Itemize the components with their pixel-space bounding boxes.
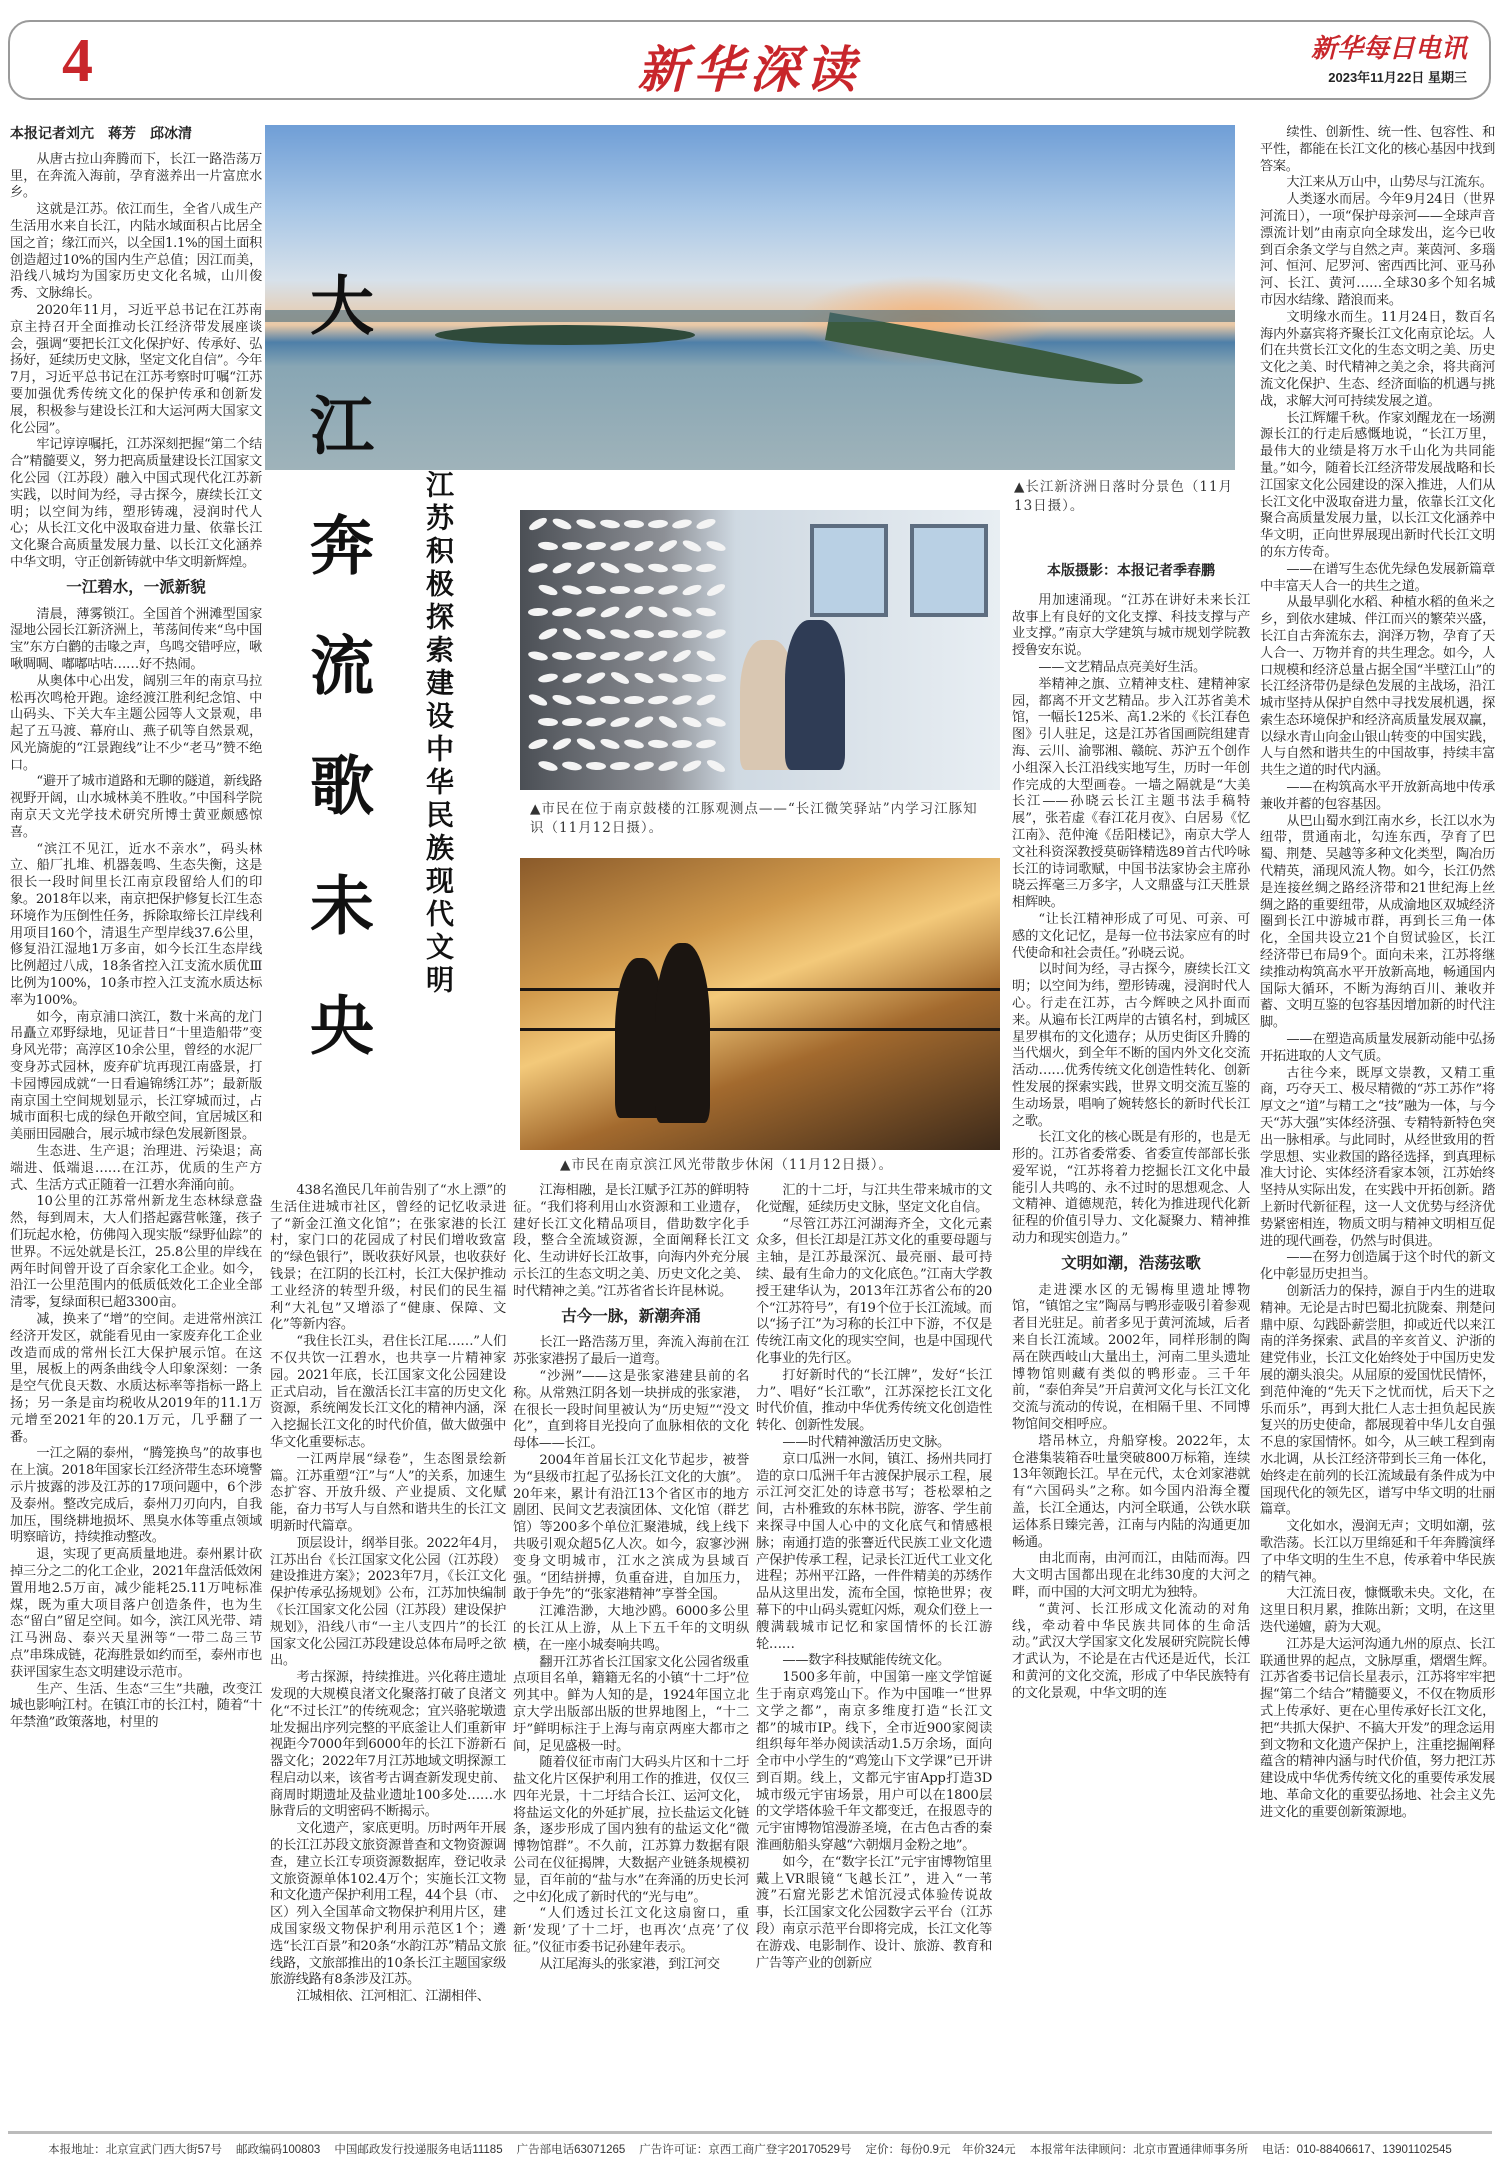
paragraph: 从唐古拉山奔腾而下，长江一路浩荡万里，在奔流入海前，孕育滋养出一片富庶水乡。 <box>10 151 262 201</box>
fish-sculpture <box>551 736 572 752</box>
fish-sculpture <box>576 652 596 661</box>
fish-sculpture <box>599 604 621 619</box>
child-figure <box>785 620 845 770</box>
fish-sculpture <box>586 585 607 595</box>
fish-sculpture <box>586 761 606 770</box>
fish-sculpture <box>672 564 692 573</box>
footer-item: 广告许可证：京西工商广登字20170529号 <box>639 2144 852 2156</box>
fish-sculpture <box>585 627 607 642</box>
paragraph: ——在谱写生态优先绿色发展新篇章中丰富天人合一的共生之道。 <box>1260 561 1495 594</box>
fish-sculpture <box>585 716 606 728</box>
paragraph: 江海相融，是长江赋予江苏的鲜明特征。“我们将利用山水资源和工业遗存，建好长江文化精品项目，借助数字化手段，整合全流域资源，全面阐释长江文化、生动讲好长江故事，向海内外充分展示长江的生态文明之美、历史文化之美、时代精神之美。”江苏省省长许昆林说。 <box>513 1183 749 1299</box>
fish-sculpture <box>599 650 620 661</box>
wall-picture <box>810 524 888 617</box>
fish-sculpture <box>538 717 558 726</box>
fish-sculpture <box>671 605 692 618</box>
paragraph: 长江辉耀千秋。作家刘醒龙在一场溯源长江的行走后感慨地说，“长江万里，最伟大的业绩是将万水千山化为共同能量。”如今，随着长江经济带发展战略和长江国家文化公园建设的深入推进，人们从长江文化中汲取奋进力量，依靠长江文化聚合高质量发展力量，以长江文化涵养中华文明，正向世界展现出新时代长江文明的东方传奇。 <box>1260 410 1495 560</box>
column-lower-b <box>513 1183 749 1974</box>
paragraph: ——数字科技赋能传统文化。 <box>782 1653 950 1669</box>
paragraph: 从最早驯化水稻、种植水稻的鱼米之乡，到依水建城、伴江而兴的繁荣兴盛，长江自古奔流东去，润泽万物，孕育了天人合一、万物并育的共生理念。如今，人口规模和经济总量占据全国“半壁江山”的长江经济带仍是绿色发展的主战场，沿江城市坚持从保护自然中寻找发展机遇，探索生态环境保护和经济高质量发展双赢，以绿水青山向金山银山转变的中国实践，人与自然和谐共生的中国故事，持续丰富共生之道的时代内涵。 <box>1260 595 1495 779</box>
fish-sculpture <box>538 541 559 551</box>
fish-sculpture <box>586 541 607 551</box>
paragraph: “黄河、长江形成文化流动的对角线，牵动着中华民族共同体的生命活动。”武汉大学国家文化发展研究院院长傅才武认为，不论是在古代还是近代，长江和黄河的文化交流，形成了中华民族特有的文化景观，中华文明的连 <box>1012 1601 1250 1701</box>
paragraph: 2004年首届长江文化节起步，被誉为“县级市扛起了弘扬长江文化的大旗”。20年来，累计有沿江13个省区市的地方剧团、民间文艺表演团体、文化馆（群艺馆）等200多个单位汇聚港城，线上线下共吸引观众超5亿人次。如今，寂寥沙洲变身文明城市，江水之滨成为县域百强。“团结拼搏，负重奋进，自加压力，敢于争先”的“张家港精神”享誉全国。 <box>513 1452 749 1603</box>
paragraph: 江滩浩渺，大地沙鸥。6000多公里的长江从上游，从上下五千年的文明纵横，在一座小城奏响共鸣。 <box>513 1604 749 1653</box>
paragraph: 这就是江苏。依江而生，全省八成生产生活用水来自长江，内陆水域面积占比居全国之首；缘江而兴，以全国1.1%的国土面积创造超过10%的国内生产总值；因江而美，沿线八城均为国家历史文化名城，山川俊秀、文脉绵长。 <box>10 202 262 302</box>
footer-item: 邮政编码100803 <box>235 2144 321 2156</box>
fish-sculpture <box>610 761 631 770</box>
fish-sculpture <box>648 519 669 529</box>
newspaper-logo: 新华每日电讯 <box>1310 34 1467 64</box>
paragraph: “让长江精神形成了可见、可亲、可感的文化记忆，是每一位书法家应有的时代使命和社会责任。”孙晓云说。 <box>1012 911 1250 961</box>
fish-sculpture <box>562 542 582 550</box>
fish-sculpture <box>609 540 630 553</box>
fish-sculpture <box>624 520 644 529</box>
paragraph: 长江文化的核心既是有形的，也是无形的。江苏省委常委、省委宣传部部长张爱军说，“江苏将着力挖掘长江文化中最能引人共鸣的、永不过时的思想观念、人文精神、道德规范，转化为推进现代化新征程的价值引导力、文化凝聚力、精神推动力和现实创造力。” <box>1012 1130 1250 1247</box>
column-right-middle <box>1012 558 1250 1703</box>
fish-sculpture <box>575 736 596 752</box>
fish-sculpture <box>647 648 669 663</box>
paragraph: 一江两岸展“绿卷”，生态图景绘新篇。江苏重塑“江”与“人”的关系，加速生态扩容、开放升级、产业提质、文化赋能，奋力书写人与自然和谐共生的长江文明新时代篇章。 <box>270 1451 506 1534</box>
section-heading: 古今一脉，新潮奔涌 <box>561 1307 701 1325</box>
paragraph: “人们透过长江文化这扇窗口，重新‘发现’了十二圩，也再次‘点亮’了仪征。”仪征市委书记孙建年表示。 <box>513 1906 749 1956</box>
paragraph: 江苏是大运河沟通九州的原点、长江联通世界的起点，文脉厚重，熠熠生辉。江苏省委书记信长星表示，江苏将牢牢把握“第二个结合”精髓要义，不仅在物质形式上传承好、更在心里传承好长江文化，把“共抓大保护、不搞大开发”的理念运用到文物和文化遗产保护上，注重挖掘阐释蕴含的精神内涵与时代价值，努力把江苏建设成中华优秀传统文化的重要传承发展地、革命文化的重要弘扬地、社会主义先进文化的重要创新策源地。 <box>1260 1636 1495 1820</box>
fish-sculpture <box>575 694 596 706</box>
paragraph: ——时代精神激活历史文脉。 <box>782 1434 950 1450</box>
fish-sculpture <box>671 648 692 665</box>
fish-sculpture <box>599 518 620 529</box>
fish-sculpture <box>681 583 703 598</box>
fish-sculpture <box>634 629 655 639</box>
paragraph: “避开了城市道路和无聊的隧道，新线路视野开阔，山水城林美不胜收。”中国科学院南京天文光学技术研究所博士黄亚颇感惊喜。 <box>10 774 262 840</box>
fish-sculpture <box>696 563 717 573</box>
railing <box>520 1028 1000 1031</box>
fish-sculpture <box>551 560 573 575</box>
paragraph: 塔吊林立，舟船穿梭。2022年，太仓港集装箱吞吐量突破800万标箱，连续13年领跑长江。早在元代，太仓刘家港就有“六国码头”之称。如今国内沿海全覆盖，长江全通达，内河全联通，公铁水联运体系日臻完善，江南与内陆的沟通更加畅通。 <box>1012 1433 1250 1550</box>
fish-sculpture <box>634 585 655 595</box>
paragraph: 清晨，薄雾锁江。全国首个洲滩型国家湿地公园长江新济洲上，苇荡间传来“鸟中国宝”东方白鹳的击喙之声，鸟鸣交错呼应，啾啾啁啁、嘟嘟咕咕……好不热闹。 <box>10 606 262 672</box>
paragraph: 牢记谆谆嘱托，江苏深刻把握“第二个结合”精髓要义，努力把高质量建设长江国家文化公园（江苏段）融入中国式现代化江苏新实践，以时间为经，寻古探今，赓续长江文明；以空间为纬，塑形铸魂，浸润时代人心；从长江文化中汲取奋进力量、依靠长江文化聚合高质量发展力量、以长江文化涵养中华文明，守正创新铸就中华文明新辉煌。 <box>10 437 262 570</box>
photo-credit: 本版摄影：本报记者季春鹏 <box>1047 562 1215 578</box>
fish-sculpture <box>705 628 726 641</box>
photo-finless-porpoise-station <box>520 510 1000 790</box>
paragraph: 人类逐水而居。今年9月24日（世界河流日），一项“保护母亲河——全球声音漂流计划”由南京向全球发出，迄今已收到百余条文学与自然之声。莱茵河、多瑙河、恒河、尼罗河、密西西比河、亚马孙河、长江、黄河……全球30多个知名城市因水结缘、踏浪而来。 <box>1260 192 1495 308</box>
fish-sculpture <box>681 538 703 554</box>
fish-sculpture <box>681 715 703 730</box>
fish-sculpture <box>527 737 549 751</box>
fish-sculpture <box>551 693 573 707</box>
fish-sculpture <box>561 671 582 685</box>
article-subtitle: 江苏积极探索建设中华民族现代文明 <box>422 470 455 998</box>
fish-sculpture <box>527 692 548 708</box>
paragraph: 退，实现了更高质量地进。泰州累计砍掉三分之二的化工企业，2021年盘活低效闲置用地2.5万亩，减少能耗25.11万吨标准煤，既为重大项目落户创造条件，也为生态“留白”留足空间。如今，滨江风光带、靖江马洲岛、泰兴天星洲等“一带二岛三节点”串珠成链，花海胜景如约而至，泰州市也获评国家生态文明建设示范市。 <box>10 1547 262 1680</box>
photo-caption-main: ▲长江新济洲日落时分景色（11月13日摄）。 <box>1014 479 1234 514</box>
paragraph: 大江来从万山中，山势尽与江流东。 <box>1286 175 1493 191</box>
fish-sculpture <box>657 714 678 730</box>
section-heading: 一江碧水，一派新貌 <box>66 578 206 596</box>
fish-sculpture <box>647 694 668 705</box>
paragraph: 438名渔民几年前告别了“水上漂”的生活住进城市社区，曾经的记忆收录进了“新金江渔文化馆”；在张家港的长江村，家门口的花园成了村民们增收致富的“绿色银行”，既收获好风景，也收获好钱景；在江阴的长江村，长江大保护推动工业经济的转型升级，村民们的民生福利“大礼包”又增添了“健康、保障、文化”等新内容。 <box>270 1183 506 1333</box>
fish-sculpture <box>527 650 548 662</box>
railing <box>520 988 1000 991</box>
fish-sculpture <box>528 608 548 617</box>
fish-sculpture <box>537 583 559 598</box>
paragraph: 京口瓜洲一水间，镇江、扬州共同打造的京口瓜洲千年古渡保护展示工程，展示江河交汇处的诗意书写；苍松翠柏之间，古朴雅致的东林书院，游客、学生前来探寻中国人心中的文化底气和情感根脉；南通打造的张謇近代民族工业文化遗产保护传承工程，记录长江近代工业文化进程；苏州平江路，一件件精美的苏绣作品从这里出发，流布全国，惊艳世界；夜幕下的中山码头霓虹闪烁，观众们登上一艘满载城市记忆和家国情怀的长江游轮…… <box>756 1451 992 1652</box>
section-heading: 文明如潮，浩荡弦歌 <box>1061 1254 1201 1272</box>
footer-item: 定价：每份0.9元 年价324元 <box>865 2144 1016 2156</box>
page-header <box>8 20 1491 100</box>
paragraph: 举精神之旗、立精神支柱、建精神家园，都离不开文艺精品。步入江苏省美术馆，一幅长125米、高1.2米的《长江春色图》引人驻足，这是江苏省国画院组建青海、云川、渝鄂湘、赣皖、苏沪五个创作小组深入长江沿线实地写生，历时一年创作完成的大型画卷。一墙之隔就是“大美长江——孙晓云长江主题书法手稿特展”，张若虚《春江花月夜》、白居易《忆江南》、范仲淹《岳阳楼记》，南京大学人文社科资深教授莫砺锋精选89首古代吟咏长江的诗词歌赋，中国书法家协会主席孙晓云挥毫三万多字，人文鼎盛与江天胜景相辉映。 <box>1012 676 1250 911</box>
fish-sculpture <box>705 716 726 729</box>
paragraph: 如今，在“数字长江”元宇宙博物馆里戴上VR眼镜“飞越长江”，进入“一苇渡”石窟光影艺术馆沉浸式体验传说故事，长江国家文化公园数字云平台（江苏段）南京示范平台即将完成，长江文化等在游戏、电影制作、设计、旅游、教育和广告等产业的创新应 <box>756 1854 992 1971</box>
issue-date: 2023年11月22日 星期三 <box>1328 70 1467 85</box>
paragraph: 古往今来，既厚文崇教，又精工重商，巧夺天工、极尽精微的“苏工苏作”将厚文之“道”与精工之“技”融为一体，与今天“苏大强”实体经济强、专精特新特色突出一脉相承。与此同时，从经世致用的哲学思想、实业救国的路径选择，到真理标准大讨论、实体经济看家本领，江苏始终坚持从实际出发，在实践中开拓创新。踏上新时代新征程，这一人文优势与经济优势紧密相连，物质文明与精神文明相互促进的现代画卷，仍然与时俱进。 <box>1260 1065 1495 1249</box>
paragraph: 打好新时代的“长江牌”，发好“长江力”、唱好“长江歌”，江苏深挖长江文化时代价值，推动中华优秀传统文化创造性转化、创新性发展。 <box>756 1367 992 1434</box>
fish-sculpture <box>599 737 621 751</box>
paragraph: 考古探源，持续推进。兴化蒋庄遗址发现的大规模良渚文化聚落打破了良渚文化“不过长江”的传统观念；宜兴骆驼墩遗址发掘出序列完整的平底釜让人们重新审视距今7000年到6000年的长江下游新石器文化；2022年7月江苏地域文明探源工程启动以来，该省考古调查新发现史前、商周时期遗址及盐业遗址100多处……水脉背后的文明密码不断揭示。 <box>270 1670 506 1820</box>
paragraph: 创新活力的保持，源自于内生的进取精神。无论是古时巴蜀北抗陇秦、荆楚问鼎中原、勾践卧薪尝胆，抑或近代以来江南的洋务探索、武昌的辛亥首义、沪浙的建党伟业，长江文化始终处于中国历史发展的潮头浪尖。从屈原的爱国忧民情怀，到范仲淹的“先天下之忧而忧，后天下之乐而乐”，再到大批仁人志士担负起民族复兴的历史使命，都展现着中华儿女自强不息的家国情怀。如今，从三峡工程到南水北调，从长江经济带到长三角一体化，始终走在前列的长江流域最有条件成为中国现代化的领先区，谱写中华文明的壮丽篇章。 <box>1260 1283 1495 1518</box>
fish-sculpture <box>633 760 654 772</box>
fish-sculpture <box>527 561 548 574</box>
fish-sculpture <box>623 649 644 662</box>
fish-sculpture <box>610 586 630 594</box>
paragraph: 以时间为经，寻古探今，赓续长江文明；以空间为纬，塑形铸魂，浸润时代人心。行走在江苏，古今辉映之风扑面而来。从遍布长江两岸的古镇名村，到城区星罗棋布的文化遗存；从历史街区升腾的当代烟火，到全年不断的国内外文化交流活动……优秀传统文化创造性转化、创新性发展的探索实践，世界文明交流互鉴的生动场景，唱响了婉转悠长的新时代长江之歌。 <box>1012 962 1250 1129</box>
paragraph: 文化遗产，家底更明。历时两年开展的长江江苏段文旅资源普查和文物资源调查，建立长江专项资源数据库，登记收录文旅资源单体102.4万个；实施长江文物和文化遗产保护利用工程，44个县（市、区）列入全国革命文物保护利用片区，建成国家级文物保护利用示范区1个；遴选“长江百景”和20条“水韵江苏”精品文旅线路，文旅部推出的10条长江主题国家级旅游线路有8条涉及江苏。 <box>270 1821 506 1988</box>
paragraph: 文化如水，漫润无声；文明如潮，弦歌浩荡。长江以万里绵延和千年奔腾演绎了中华文明的生生不息，传承着中华民族的精气神。 <box>1260 1519 1495 1585</box>
photo-caption-kids: ▲市民在位于南京鼓楼的江豚观测点——“长江微笑驿站”内学习江豚知识（11月12日摄）。 <box>530 801 978 836</box>
fish-sculpture <box>609 628 630 641</box>
island <box>435 325 695 345</box>
fish-sculpture <box>633 671 655 686</box>
paragraph: 减，换来了“增”的空间。走进常州滨江经济开发区，就能看见由一家废弃化工企业改造而成的常州长江大保护展示馆。在这里，展板上的两条曲线令人印象深刻：一条是空气优良天数、水质达标率等指标一路上扬；另一条是亩均税收从2019年的11.1万元增至2021年的20.1万元，几乎翻了一番。 <box>10 1311 262 1445</box>
fish-sculpture <box>705 539 726 553</box>
footer-item: 电话：010-88406617、13901102545 <box>1262 2144 1452 2156</box>
paragraph: 由北而南，由河而江，由陆而海。四大文明古国都出现在北纬30度的大河之畔，而中国的大河文明尤为独特。 <box>1012 1551 1250 1601</box>
fish-sculpture <box>657 759 678 773</box>
paragraph: 文明缘水而生。11月24日，数百名海内外嘉宾将齐聚长江文化南京论坛。人们在共赏长江文化的生态文明之美、历史文化之美、时代精神之美之余，将共商河流文化保护、生态、经济面临的机遇与挑战，求解大河可持续发展之道。 <box>1260 309 1495 409</box>
fish-sculpture <box>648 739 669 749</box>
footer-item: 本报常年法律顾问：北京市置通律师事务所 <box>1029 2144 1249 2156</box>
paragraph: 汇的十二圩，与江共生带来城市的文化觉醒，延续历史文脉，坚定文化自信。 <box>756 1183 992 1215</box>
fish-sculpture <box>537 672 558 684</box>
footer-item: 广告部电话63071265 <box>516 2144 626 2156</box>
section-masthead: 新华深读 <box>637 40 862 99</box>
paragraph: 生态进、生产退；治理进、污染退；高端进、低端退……在江苏，优质的生产方式、生活方式正随着一江碧水奔涌向前。 <box>10 1144 262 1193</box>
paragraph: 如今，南京浦口滨江，数十米高的龙门吊矗立邓野绿地，见证昔日“十里造船带”变身风光带；高淳区10余公里，曾经的水泥厂变身苏式园林，废弃矿坑再现江南盛景，打卡园博园成就“一日看遍锦绣江苏”；最新版南京国土空间规划显示，长江穿城而过，占城市面积七成的绿色开敞空间，宜居城区和美丽田园融合，展示城市绿色发展新图景。 <box>10 1009 262 1143</box>
far-shore <box>265 310 1235 322</box>
fish-sculpture <box>657 672 678 685</box>
paragraph: 生产、生活、生态“三生”共融，改变江城也影响江村。在镇江市的长江村，随着“十年禁渔”政策落地，村里的 <box>10 1681 262 1731</box>
fish-sculpture <box>695 606 716 617</box>
fish-sculpture <box>647 604 669 619</box>
fish-sculpture <box>633 714 655 730</box>
fish-sculpture <box>609 670 630 686</box>
fish-sculpture <box>658 630 678 638</box>
paragraph: “滨江不见江，近水不亲水”，码头林立、船厂扎堆、机器轰鸣、生态失衡，这是很长一段时间里长江南京段留给人们的印象。2018年以来，南京把保护修复长江生态环境作为压倒性任务，拆除取缔长江岸线利用项目160个，清退生产型岸线37.6公里，修复沿江湿地1万多亩，如今长江生态岸线比例超过八成，18条省控入江支流水质优Ⅲ比例为100%，10条市控入江支流水质达标率为100%。 <box>10 841 262 1008</box>
column-right <box>1260 125 1495 1821</box>
paragraph: 翻开江苏省长江国家文化公园省级重点项目名单，籍籍无名的小镇“十二圩”位列其中。鲜为人知的是，1924年国立北京大学出版部出版的世界地图上，“十二圩”鲜明标注于上海与南京两座大都市之间，足见盛极一时。 <box>513 1654 749 1754</box>
footer-item: 中国邮政发行投递服务电话11185 <box>334 2144 503 2156</box>
fish-sculpture <box>671 693 692 706</box>
paragraph: 10公里的江苏常州新龙生态林绿意盎然，每到周末，大人们搭起露营帐篷，孩子们玩起水枪，仿佛闯入现实版“绿野仙踪”的世界。不远处就是长江，25.8公里的岸线在两年时间曾开设了百余家化工企业。如今，沿江一公里范围内的低质低效化工企业全部清零，复绿面积已超3300亩。 <box>10 1194 262 1311</box>
paragraph: 2020年11月，习近平总书记在江苏南京主持召开全面推动长江经济带发展座谈会，强调“要把长江文化保护好、传承好、弘扬好，延续历史文脉，坚定文化自信”。今年7月，习近平总书记在江苏考察时叮嘱“江苏要加强优秀传统文化的保护传承和创新发展，积极参与建设长江和大运河两大国家文化公园”。 <box>10 302 262 436</box>
paragraph: 从江尾海头的张家港，到江河交 <box>539 1956 720 1972</box>
fish-sculpture <box>561 760 582 771</box>
paragraph: 随着仪征市南门大码头片区和十二圩盐文化片区保护利用工作的推进，仅仅三四年光景，十二圩结合长江、运河文化，将盐运文化的外延扩展，拉长盐运文化链条，逐步形成了国内独有的盐运文化“微博物馆群”。不久前，江苏算力数据有限公司在仪征揭牌，大数据产业链条规模初显，百年前的“盐与水”在奔涌的历史长河之中幻化成了新时代的“光与电”。 <box>513 1755 749 1905</box>
fish-sculpture <box>682 673 703 683</box>
fish-sculpture <box>609 715 630 729</box>
fish-sculpture <box>599 560 621 575</box>
paragraph: 一江之隔的泰州，“腾笼换鸟”的故事也在上演。2018年国家长江经济带生态环境警示片披露的涉及江苏的17项问题中，6个涉及泰州。整改完成后，泰州刀刃向内，自我加压，围绕耕地损坏、黑臭水体等重点领域明察暗访，持续推动整改。 <box>10 1446 262 1546</box>
newspaper-brand <box>1311 28 1467 86</box>
fish-sculpture <box>551 516 573 531</box>
fish-sculpture <box>575 560 596 577</box>
photo-yangtze-sunset <box>265 125 1235 470</box>
fish-sculpture <box>705 582 726 598</box>
paragraph: “沙洲”——这是张家港建县前的名称。从常熟江阴各划一块拼成的张家港，在很长一段时间里被认为“历史短”“没文化”，直到将目光投向了血脉相依的文化母体——长江。 <box>513 1368 749 1452</box>
fish-sculpture <box>623 738 644 750</box>
fish-sculpture <box>695 648 717 663</box>
paragraph: 长江一路浩荡万里，奔流入海前在江苏张家港拐了最后一道弯。 <box>513 1335 749 1368</box>
photo-caption-sunset: ▲市民在南京滨江风光带散步休闲（11月12日摄）。 <box>560 1157 893 1173</box>
fish-sculpture <box>695 692 717 707</box>
page-footer <box>0 2141 1500 2157</box>
wall-picture <box>910 524 988 617</box>
fish-sculpture <box>657 538 678 554</box>
paragraph: “我住长江头，君住长江尾……”人们不仅共饮一江碧水，也共享一片精神家园。2021年底，长江国家文化公园建设正式启动，旨在激活长江丰富的历史文化资源，系统阐发长江文化的精神内涵，深入挖掘长江文化的时代价值，做大做强中华文化重要标志。 <box>270 1334 506 1450</box>
fish-sculpture <box>527 516 548 533</box>
fish-sculpture <box>647 562 668 573</box>
paragraph: “尽管江苏江河湖海齐全，文化元素众多，但长江却是江苏文化的重要母题与主轴，是江苏最深沉、最亮丽、最可持续、最有生命力的文化底色。”江南大学教授王建华认为，2013年江苏省公布的20个“江苏符号”，有19个位于长江流域。而以“扬子江”为习称的长江中下游，不仅是传统江南文化的现实空间，也是中国现代化事业的先行区。 <box>756 1216 992 1366</box>
paragraph: 1500多年前，中国第一座文学馆诞生于南京鸡笼山下。作为中国唯一“世界文学之都”，南京多维度打造“长江文都”的城市IP。线下，全市近900家阅读组织每年举办阅读活动1.5万余场，面向全市中小学生的“鸡笼山下文学课”已开讲到百期。线上，文都元宇宙App打造3D城市级元宇宙场景，用户可以在1800层的文学塔体验千年文都变迁，在报恩寺的元宇宙博物馆漫游圣境，在古色古香的秦淮画舫船头穿越“六朝烟月金粉之地”。 <box>756 1670 992 1854</box>
fish-sculpture <box>705 758 726 774</box>
column-lower-c <box>756 1183 992 1972</box>
paragraph: 顶层设计，纲举目张。2022年4月，江苏出台《长江国家文化公园（江苏段）建设推进方案》；2023年7月，《长江文化保护传承弘扬规划》公布，江苏加快编制《长江国家文化公园（江苏段）建设保护规划》，沿线八市“一主八支四片”的长江国家文化公园江苏段建设总体布局呼之欲出。 <box>270 1535 506 1669</box>
person-silhouette <box>655 943 710 1123</box>
fish-sculpture <box>537 626 559 642</box>
article-title: 大江奔流歌未央 <box>299 272 373 1112</box>
fish-sculpture <box>682 629 703 639</box>
photo-riverside-sunset <box>520 858 1000 1150</box>
fish-sculpture <box>585 670 607 686</box>
paragraph: 用加速涌现。“江苏在讲好未来长江故事上有良好的文化支撑、科技支撑与产业支撑。”南京大学建筑与城市规划学院教授鲁安东说。 <box>1012 592 1250 659</box>
paragraph: 走进溧水区的无锡梅里遗址博物馆，“镇馆之宝”陶鬲与鸭形壶吸引着参观者目光驻足。前者多见于黄河流域，后者来自长江流域。2002年，同样形制的陶鬲在陕西岐山大量出土，河南二里头遗址博物馆则藏有类似的鸭形壶。三千年前，“泰伯奔吴”开启黄河文化与长江文化交流与流动的传说，在相隔千里、不同博物馆间交相呼应。 <box>1012 1282 1250 1433</box>
fish-sculpture <box>600 695 621 705</box>
paragraph: ——在努力创造属于这个时代的新文化中彰显历史担当。 <box>1260 1250 1495 1283</box>
fish-sculpture <box>657 584 678 597</box>
fish-sculpture <box>706 674 726 682</box>
fish-sculpture <box>695 738 716 749</box>
footer-item: 本报地址：北京宣武门西大街57号 <box>48 2144 222 2156</box>
paragraph: 江城相依、江河相汇、江湖相伴、 <box>296 1989 490 2005</box>
fish-sculpture <box>575 605 596 618</box>
fish-sculpture <box>633 539 655 554</box>
paragraph: 从巴山蜀水到江南水乡，长江以水为纽带，贯通南北，勾连东西，孕育了巴蜀、荆楚、吴越等多种文化类型，陶冶历代精英，涌现风流人物。如今，长江仍然是连接丝绸之路经济带和21世纪海上丝绸之路的重要纽带，从成渝地区双城经济圈到长江中游城市群，再到长三角一体化，全国共设立21个自贸试验区，长江经济带已布局9个。面向未来，江苏将继续推动构筑高水平开放新高地，畅通国内国际大循环，不断为海纳百川、兼收并蓄、文明互鉴的包容基因增加新的时代注脚。 <box>1260 813 1495 1031</box>
fish-sculpture <box>623 604 644 621</box>
fish-sculpture <box>681 758 703 774</box>
footer-divider <box>8 2131 1492 2134</box>
fish-sculpture <box>561 626 582 642</box>
fish-sculpture <box>624 696 644 705</box>
column-lower-a <box>270 1183 506 2006</box>
paragraph: ——在构筑高水平开放新高地中传承兼收并蓄的包容基因。 <box>1260 780 1495 812</box>
fish-sculpture <box>551 606 572 617</box>
fish-sculpture <box>552 651 573 661</box>
column-left <box>10 125 262 1732</box>
fish-sculpture <box>537 759 558 772</box>
paragraph: ——在塑造高质量发展新动能中弘扬开拓进取的人文气质。 <box>1260 1032 1495 1064</box>
fish-sculpture <box>562 717 583 726</box>
paragraph: 大江流日夜，慷慨歌未央。文化，在这里日积月累，推陈出新；文明，在这里迭代递嬗，蔚为大观。 <box>1260 1586 1495 1635</box>
fish-sculpture <box>671 518 692 530</box>
paragraph: 从奥体中心出发，阔别三年的南京马拉松再次鸣枪开跑。途经渡江胜利纪念馆、中山码头、下关大车主题公园等人文景观，串起了五马渡、幕府山、燕子矶等自然景观，风光旖旎的“江景跑线”让不少“老马”赞不绝口。 <box>10 673 262 773</box>
fish-sculpture <box>623 561 644 574</box>
byline: 本报记者刘亢 蒋芳 邱冰清 <box>10 125 192 141</box>
page-number: 4 <box>62 27 93 95</box>
fish-sculpture <box>695 517 717 531</box>
paragraph: 续性、创新性、统一性、包容性、和平性，都能在长江文化的核心基因中找到答案。 <box>1260 125 1495 174</box>
fish-sculpture <box>672 740 692 749</box>
paragraph: ——文艺精品点亮美好生活。 <box>1038 659 1206 675</box>
fish-sculpture <box>561 584 582 597</box>
fish-sculpture <box>575 517 596 530</box>
